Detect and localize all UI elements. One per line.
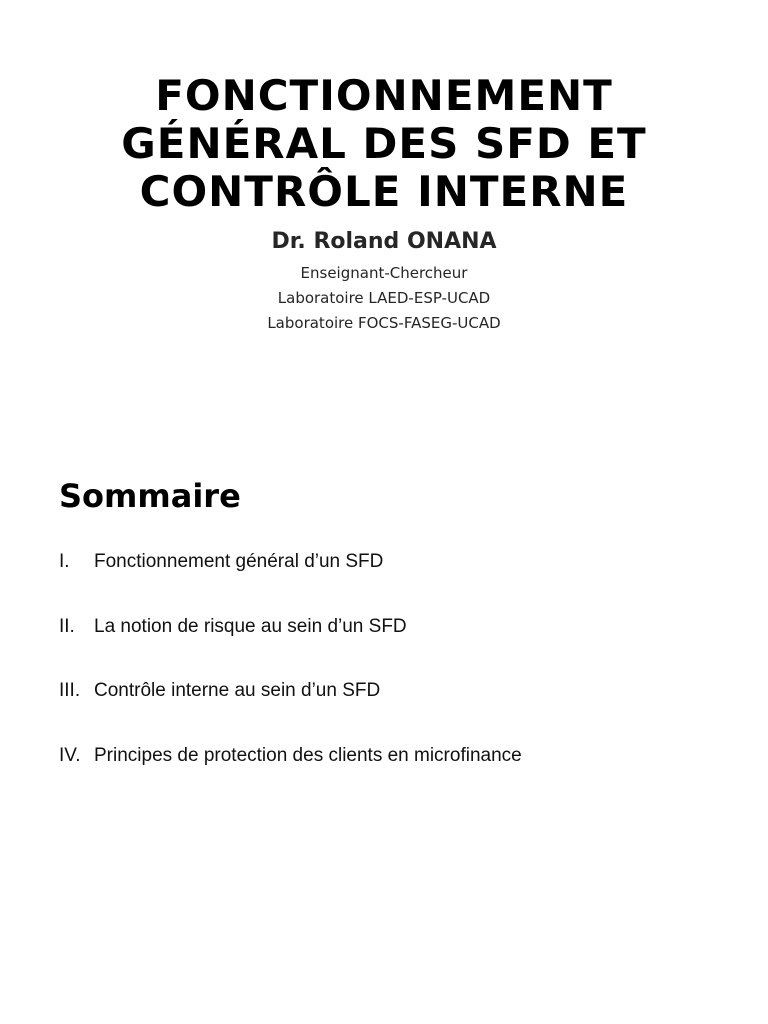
summary-list: [59, 548, 719, 806]
summary-item-text: Contrôle interne au sein d’un SFD: [94, 680, 381, 701]
summary-item-text: Fonctionnement général d’un SFD: [94, 551, 384, 572]
summary-item: [59, 613, 719, 641]
summary-item-number: IV.: [59, 744, 81, 766]
summary-item: [59, 742, 719, 770]
affiliation-line: Laboratoire FOCS-FASEG-UCAD: [267, 314, 501, 332]
affiliation-line: Enseignant-Chercheur: [300, 264, 468, 282]
author-affiliations: [0, 261, 768, 336]
author-name: Dr. Roland ONANA: [271, 229, 497, 254]
summary-item-number: III.: [59, 680, 81, 701]
summary-item-number: I.: [59, 551, 70, 572]
affiliation-line: Laboratoire LAED-ESP-UCAD: [277, 289, 491, 307]
summary-heading: Sommaire: [59, 477, 241, 515]
summary-item: [59, 677, 719, 705]
summary-item-number: II.: [59, 615, 75, 637]
title-line: CONTRÔLE INTERNE: [139, 167, 629, 216]
summary-item-text: Principes de protection des clients en microfinance: [94, 744, 522, 766]
summary-item: [59, 548, 719, 576]
title-line: GÉNÉRAL DES SFD ET: [121, 119, 647, 168]
summary-item-text: La notion de risque au sein d’un SFD: [94, 615, 407, 637]
document-title: [0, 72, 768, 216]
title-line: FONCTIONNEMENT: [155, 71, 613, 120]
